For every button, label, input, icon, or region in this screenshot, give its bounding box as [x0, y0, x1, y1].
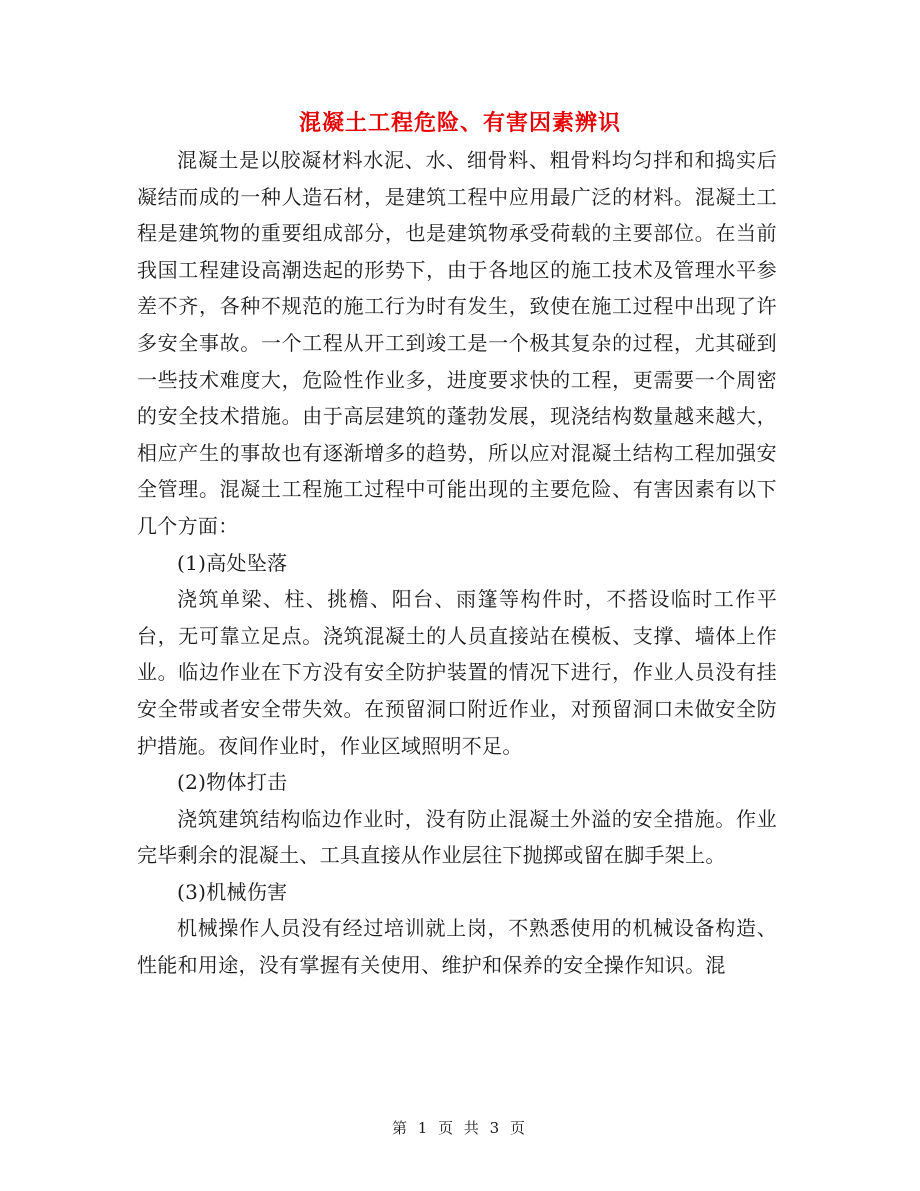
- document-body: [137, 142, 777, 984]
- section-heading: (2)物体打击: [177, 770, 288, 795]
- section-heading: (1)高处坠落: [177, 550, 288, 575]
- body-paragraph: 混凝土是以胶凝材料水泥、水、细骨料、粗骨料均匀拌和和捣实后凝结而成的一种人造石材，是建筑工程中应用最广泛的材料。混凝土工程是建筑物的重要组成部分，也是建筑物承受荷载的主要部位。在当前我国工程建设高潮迭起的形势下，由于各地区的施工技术及管理水平参差不齐，各种不规范的施工行为时有发生，致使在施工过程中出现了许多安全事故。一个工程从开工到竣工是一个极其复杂的过程，尤其碰到一些技术难度大，危险性作业多，进度要求快的工程，更需要一个周密的安全技术措施。由于高层建筑的蓬勃发展，现浇结构数量越来越大，相应产生的事故也有逐渐增多的趋势，所以应对混凝土结构工程加强安全管理。混凝土工程施工过程中可能出现的主要危险、有害因素有以下几个方面：: [137, 148, 777, 538]
- body-paragraph: 浇筑单梁、柱、挑檐、阳台、雨篷等构件时，不搭设临时工作平台，无可靠立足点。浇筑混凝土的人员直接站在模板、支撑、墙体上作业。临边作业在下方没有安全防护装置的情况下进行，作业人员没有挂安全带或者安全带失效。在预留洞口附近作业，对预留洞口未做安全防护措施。夜间作业时，作业区域照明不足。: [137, 587, 777, 758]
- body-paragraph: 浇筑建筑结构临边作业时，没有防止混凝土外溢的安全措施。作业完毕剩余的混凝土、工具直接从作业层往下抛掷或留在脚手架上。: [137, 806, 777, 868]
- body-paragraph: 机械操作人员没有经过培训就上岗，不熟悉使用的机械设备构造、性能和用途，没有掌握有关使用、维护和保养的安全操作知识。混: [137, 916, 777, 978]
- document-title: 混凝土工程危险、有害因素辨识: [298, 110, 621, 136]
- section-heading: (3)机械伤害: [177, 879, 288, 904]
- page-footer: 第 1 页 共 3 页: [392, 1119, 528, 1137]
